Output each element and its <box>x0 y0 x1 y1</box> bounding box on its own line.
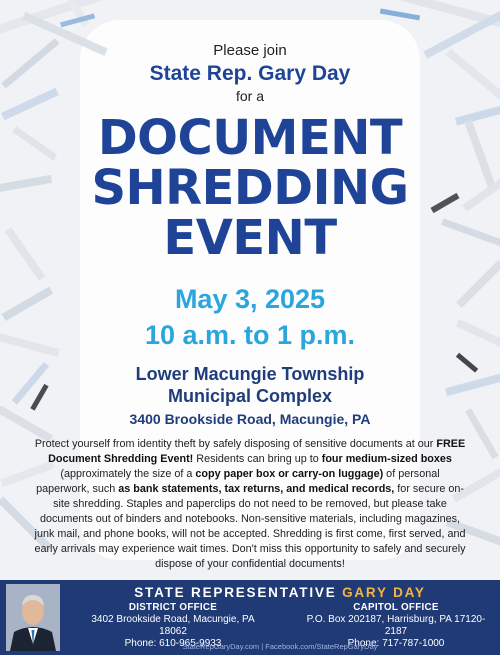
event-date: May 3, 2025 <box>174 284 326 314</box>
rep-name: State Rep. Gary Day <box>149 62 351 85</box>
venue-line-2: Municipal Complex <box>167 386 333 406</box>
headline-line-3: EVENT <box>163 210 337 266</box>
desc-bold-4: as bank statements, tax returns, and medical records, <box>118 483 395 495</box>
event-description <box>34 437 466 572</box>
footer-links[interactable]: StateRepGaryDay.com | Facebook.com/StateRepGaryDay <box>182 642 378 651</box>
district-office-phone: Phone: 610-965-9933 <box>124 638 222 649</box>
desc-text-4: of personal paperwork, such <box>36 468 440 495</box>
district-office-address: 3402 Brookside Road, Macungie, PA 18062 <box>91 614 255 637</box>
desc-bold-1: FREE Document Shredding Event! <box>48 438 466 465</box>
portrait-icon <box>6 584 60 651</box>
for-a-text: for a <box>235 88 264 104</box>
headline-line-1: DOCUMENT <box>97 110 403 166</box>
capitol-office-address: P.O. Box 202187, Harrisburg, PA 17120-2187 <box>306 614 486 637</box>
representative-photo <box>6 584 60 651</box>
event-time: 10 a.m. to 1 p.m. <box>144 320 356 350</box>
event-venue <box>0 363 500 407</box>
capitol-office-phone: Phone: 717-787-1000 <box>347 638 445 649</box>
intro-text: Please join <box>213 42 287 59</box>
capitol-office-title: CAPITOL OFFICE <box>353 602 439 613</box>
footer-title-name: GARY DAY <box>342 585 426 600</box>
venue-line-1: Lower Macungie Township <box>135 364 365 384</box>
footer-banner <box>0 580 500 655</box>
desc-text-1: Protect yourself from identity theft by safely disposing of sensitive documents at our <box>34 438 437 450</box>
district-office-title: DISTRICT OFFICE <box>128 602 218 613</box>
desc-bold-3: copy paper box or carry-on luggage) <box>195 468 384 480</box>
desc-text-3: (approximately the size of a <box>60 468 196 480</box>
headline-line-2: SHREDDING <box>91 160 409 216</box>
desc-text-2: Residents can bring up to <box>193 453 322 465</box>
footer-title-prefix: STATE REPRESENTATIVE <box>134 585 337 600</box>
footer-title <box>60 585 500 601</box>
event-address: 3400 Brookside Road, Macungie, PA <box>129 411 371 427</box>
desc-bold-2: four medium-sized boxes <box>321 453 452 465</box>
desc-text-5: for secure on-site shredding. Staples and paperclips do not need to be removed, but please take documents out of binders and notebooks. Non-sensitive materials, including magazines, junk mail, and phone books, will not be accepted. Shredding is first come, first served, and early arrivals may experience wait times. Don't miss this opportunity to safely and securely dispose of your confidential documents! <box>34 483 466 570</box>
event-headline <box>0 110 500 266</box>
